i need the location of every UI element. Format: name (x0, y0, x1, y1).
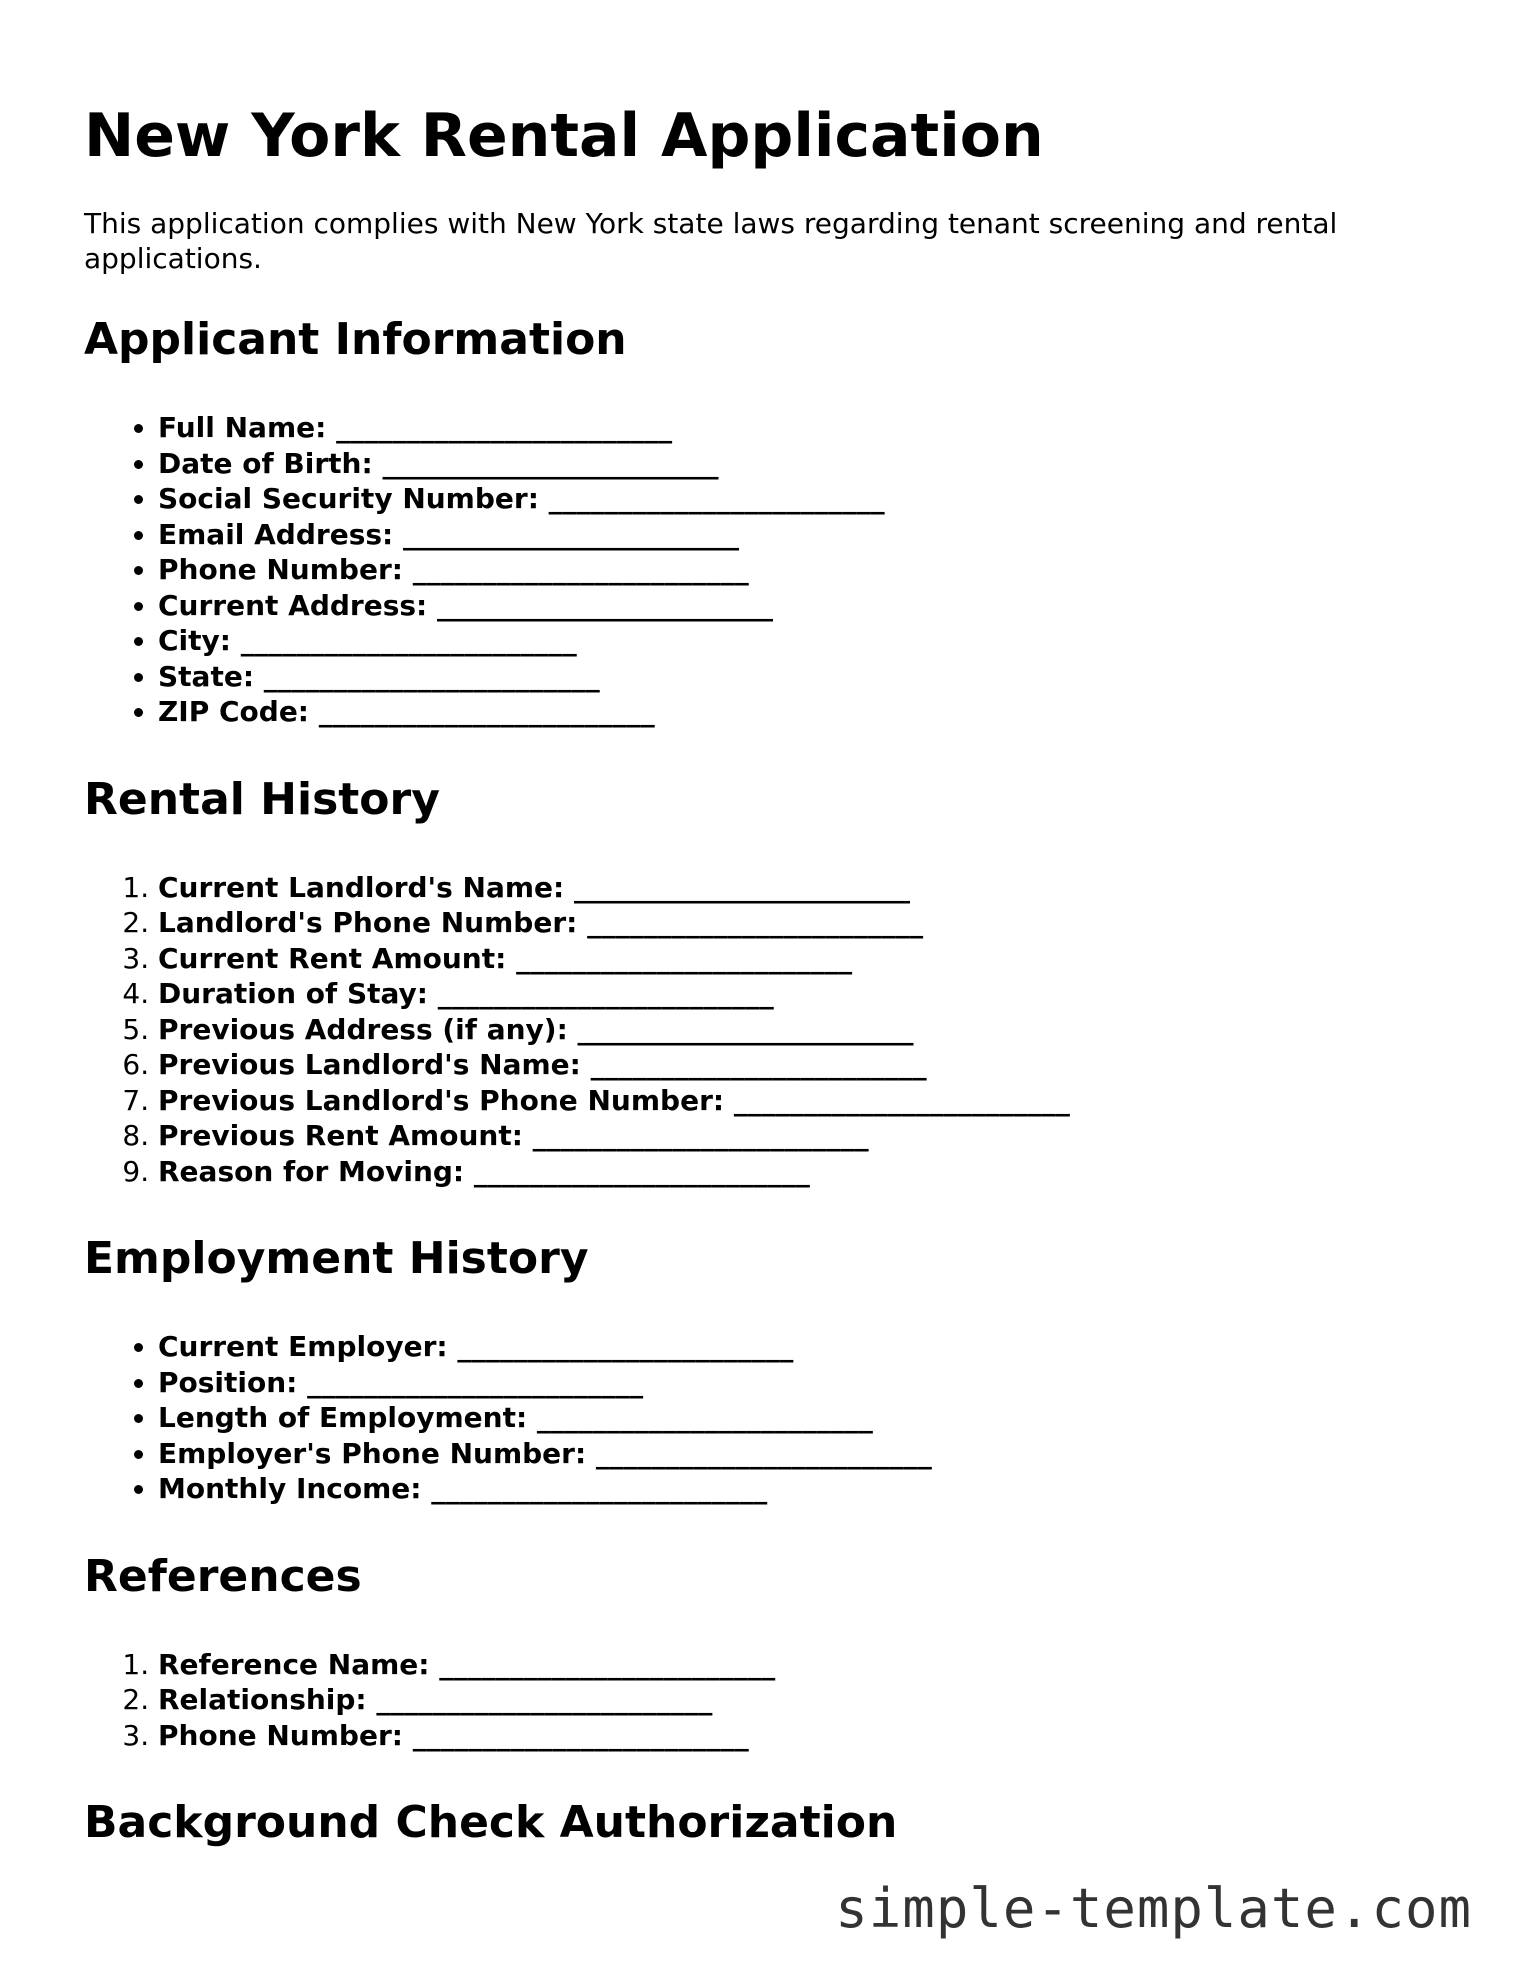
field-reason-for-moving[interactable]: 9. Reason for Moving: ________________________ (158, 1154, 1444, 1190)
field-monthly-income[interactable]: • Monthly Income: ________________________ (158, 1471, 1444, 1507)
field-email[interactable]: • Email Address: ________________________ (158, 517, 1444, 553)
blank-line[interactable]: ________________________ (439, 1647, 776, 1681)
blank-line[interactable]: ________________________ (240, 624, 577, 657)
blank-line[interactable]: ________________________ (307, 1365, 644, 1399)
field-current-employer[interactable]: • Current Employer: ________________________ (158, 1329, 1444, 1365)
field-current-rent[interactable]: 3. Current Rent Amount: ________________________ (158, 941, 1444, 977)
field-date-of-birth[interactable]: • Date of Birth: ________________________ (158, 446, 1444, 482)
field-reference-name[interactable]: 1. Reference Name: ________________________ (158, 1647, 1444, 1683)
field-position[interactable]: • Position: ________________________ (158, 1365, 1444, 1401)
blank-line[interactable]: ________________________ (437, 977, 774, 1010)
intro-text: This application complies with New York state laws regarding tenant screening and rental applications. (84, 207, 1338, 275)
blank-line[interactable]: ________________________ (412, 1718, 749, 1752)
blank-line[interactable]: ________________________ (402, 517, 739, 551)
blank-line[interactable]: ________________________ (548, 482, 885, 515)
field-landlord-phone[interactable]: 2. Landlord's Phone Number: ________________________ (158, 905, 1444, 941)
field-employer-phone[interactable]: • Employer's Phone Number: ________________________ (158, 1436, 1444, 1472)
field-previous-landlord-phone[interactable]: 7. Previous Landlord's Phone Number: ________________________ (158, 1083, 1444, 1119)
blank-line[interactable]: ________________________ (733, 1083, 1070, 1117)
field-reference-phone[interactable]: 3. Phone Number: ________________________ (158, 1718, 1444, 1754)
field-current-address[interactable]: • Current Address: ________________________ (158, 588, 1444, 624)
section-heading-rental: Rental History (84, 773, 440, 825)
blank-line[interactable]: ________________________ (382, 446, 719, 480)
blank-line[interactable]: ________________________ (318, 695, 655, 728)
blank-line[interactable]: ________________________ (587, 906, 924, 939)
rental-fields-list (84, 870, 1444, 1190)
document-page (84, 100, 1444, 1893)
blank-line[interactable]: ________________________ (412, 553, 749, 586)
section-heading-applicant: Applicant Information (84, 314, 627, 365)
applicant-fields-list (84, 410, 1444, 730)
blank-line[interactable]: ________________________ (437, 588, 773, 622)
watermark-footer: simple-template.com (835, 1877, 1472, 1940)
field-state[interactable]: • State: ________________________ (158, 659, 1444, 695)
field-ssn[interactable]: • Social Security Number: ________________________ (158, 481, 1444, 517)
field-city[interactable]: • City: ________________________ (158, 623, 1444, 659)
field-zip[interactable]: • ZIP Code: ________________________ (158, 694, 1444, 730)
page-title: New York Rental Application (84, 101, 1044, 171)
section-heading-background: Background Check Authorization (84, 1797, 898, 1848)
field-phone[interactable]: • Phone Number: ________________________ (158, 552, 1444, 588)
blank-line[interactable]: ________________________ (431, 1472, 768, 1505)
field-current-landlord-name[interactable]: 1. Current Landlord's Name: ________________________ (158, 870, 1444, 906)
field-length-of-employment[interactable]: • Length of Employment: ________________________ (158, 1400, 1444, 1436)
field-duration-of-stay[interactable]: 4. Duration of Stay: ________________________ (158, 976, 1444, 1012)
blank-line[interactable]: ________________________ (473, 1154, 810, 1188)
blank-line[interactable]: ________________________ (590, 1048, 927, 1081)
blank-line[interactable]: ________________________ (573, 870, 910, 904)
blank-line[interactable]: ________________________ (336, 411, 673, 444)
blank-line[interactable]: ________________________ (457, 1330, 794, 1363)
blank-line[interactable]: ________________________ (595, 1436, 932, 1470)
blank-line[interactable]: ________________________ (516, 941, 853, 975)
field-full-name[interactable]: • Full Name: ________________________ (158, 410, 1444, 446)
blank-line[interactable]: ________________________ (532, 1119, 869, 1152)
field-relationship[interactable]: 2. Relationship: ________________________ (158, 1682, 1444, 1718)
field-previous-address[interactable]: 5. Previous Address (if any): ________________________ (158, 1012, 1444, 1048)
section-heading-employment: Employment History (84, 1233, 589, 1284)
field-previous-rent[interactable]: 8. Previous Rent Amount: ________________________ (158, 1118, 1444, 1154)
section-heading-references: References (84, 1550, 362, 1602)
blank-line[interactable]: ________________________ (376, 1683, 713, 1716)
blank-line[interactable]: ________________________ (263, 659, 600, 693)
blank-line[interactable]: ________________________ (536, 1401, 873, 1434)
blank-line[interactable]: ________________________ (577, 1012, 914, 1046)
field-previous-landlord-name[interactable]: 6. Previous Landlord's Name: ________________________ (158, 1047, 1444, 1083)
references-fields-list (84, 1647, 1444, 1754)
employment-fields-list (84, 1329, 1444, 1507)
